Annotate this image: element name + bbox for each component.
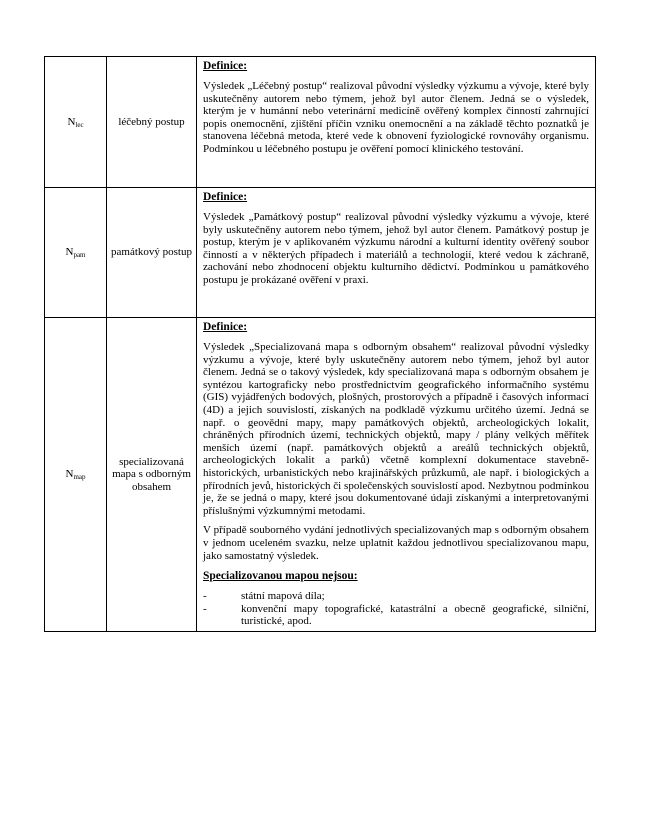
- result-type-name: památkový postup: [107, 188, 197, 318]
- table-row: [45, 188, 596, 318]
- result-code-letter: N: [67, 115, 76, 128]
- result-code-subscript: lec: [75, 120, 84, 129]
- definition-heading: Definice:: [203, 191, 248, 203]
- definition-paragraph: Výsledek „Specializovaná mapa s odborným obsahem“ realizoval původní výsledky výzkumu a vývoje, které byly uskutečněny autorem nebo týmem, jehož byl autor členem. Jedná se o takový výsledek, kdy specializovaná mapa s odborným obsahem je syntézou kartograficky nebo prostřednictvím geografického informačního systému (GIS) vyjádřených bodových, plošných, prostorových a případně i časových informací (4D) a jejich souvislostí, získaných na podkladě výzkumu určitého území. Jedná se např. o geovědní mapy, mapy památkových objektů, archeologických lokalit, chráněných přírodních území, technických objektů, mapy / plány velkých měřítek menších území (např. památkových objektů a areálů technických objektů, archeologických lokalit a parků) včetně komplexní dokumentace stavebně-historických, urbanistických nebo krajinářských průzkumů, ale např. i biologických a přírodních jevů, historických či společenských souvislostí apod. Nezbytnou podmínkou je, že se jedná o mapy, které jsou dokumentované údaji získanými a interpretovanými příslušnými výzkumnými metodami.: [203, 341, 589, 517]
- result-type-name: léčebný postup: [107, 57, 197, 188]
- result-code: [45, 188, 107, 318]
- list-dash: -: [203, 602, 207, 615]
- list-item-text: konvenční mapy topografické, katastrální a obecně geografické, silniční, turistické, apod.: [241, 602, 589, 628]
- definition-heading: Definice:: [203, 60, 248, 72]
- result-code: [45, 57, 107, 188]
- definition-cell: [197, 318, 596, 632]
- definition-heading: Definice:: [203, 321, 248, 333]
- list-item-text: státní mapová díla;: [241, 590, 325, 603]
- definition-paragraph: Výsledek „Památkový postup“ realizoval původní výsledky výzkumu a vývoje, které byly uskutečněny autorem nebo týmem, jehož byl autor členem. Památkový postup je postup, kterým je v aplikovaném výzkumu národní a kulturní identity ověřený soubor činností a v některých případech i materiálů a technologií, které vedou k záchraně, zachování nebo zhodnocení objektu kulturního dědictví. Podmínkou u památkového postupu je prokázané ověření v praxi.: [203, 211, 589, 286]
- result-code-subscript: pam: [73, 251, 86, 259]
- list-dash: -: [203, 590, 207, 603]
- result-code-letter: N: [65, 467, 74, 480]
- list-item: [203, 590, 589, 603]
- definition-cell: [197, 57, 596, 188]
- table-row: [45, 318, 596, 632]
- table-row: [45, 57, 596, 188]
- definition-cell: [197, 188, 596, 318]
- exclusion-heading: Specializovanou mapou nejsou:: [203, 570, 358, 583]
- result-code: [45, 318, 107, 632]
- result-code-letter: N: [65, 246, 74, 258]
- definitions-table: [44, 56, 596, 632]
- definition-paragraph: Výsledek „Léčebný postup“ realizoval původní výsledky výzkumu a vývoje, které byly uskutečněny autorem nebo týmem, jehož byl autor členem. Jedná se o výsledek, kterým je v humánní nebo veterinární medicíně ověřený komplex činností zahrnující popis onemocnění, zjištění příčin vzniku onemocnění a na základě těchto poznatků je stanovena léčebná metoda, které vede k obnovení fyziologické rovnováhy organismu. Podmínkou u léčebného postupu je ověření pomocí klinického testování.: [203, 80, 589, 155]
- result-type-name: specializovaná mapa s odborným obsahem: [107, 318, 197, 632]
- exclusion-list: [203, 590, 589, 628]
- result-code-subscript: map: [73, 472, 86, 481]
- list-item: [203, 603, 589, 628]
- definition-paragraph: V případě souborného vydání jednotlivých specializovaných map s odborným obsahem v jednom uceleném svazku, nelze uplatnit každou jednotlivou specializovanou mapu, jako samostatný výsledek.: [203, 524, 589, 562]
